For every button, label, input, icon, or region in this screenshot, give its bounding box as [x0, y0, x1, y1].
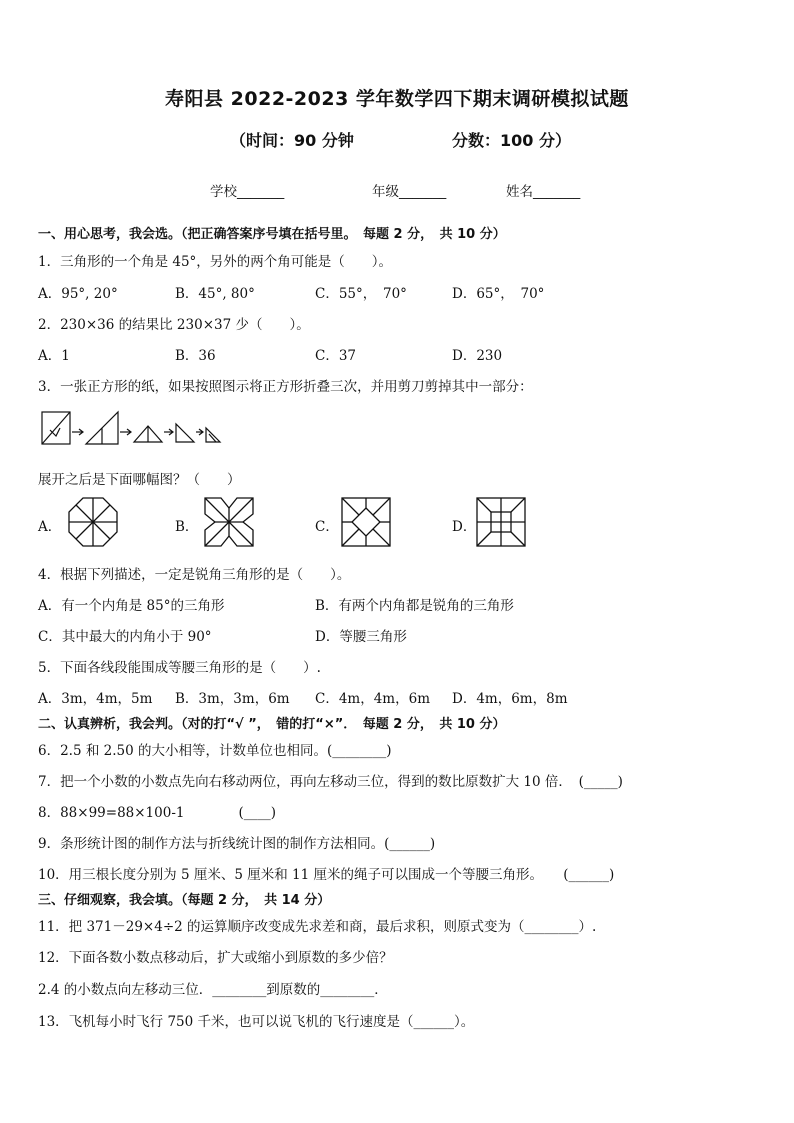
q3-option-b-figure: [203, 496, 255, 548]
question-10[interactable]: 10．用三根长度分别为 5 厘米、5 厘米和 11 厘米的绳子可以围成一个等腰三角形。 (______): [38, 867, 615, 883]
question-2: 2．230×36 的结果比 230×37 少（ ）。: [38, 317, 310, 333]
q3-option-c[interactable]: C．: [315, 519, 339, 535]
question-3-prompt: 展开之后是下面哪幅图？（ ）: [38, 472, 241, 488]
section-1-heading: 一、用心思考，我会选。（把正确答案序号填在括号里。 每题 2 分， 共 10 分）: [38, 227, 506, 242]
question-3: 3．一张正方形的纸，如果按照图示将正方形折叠三次，并用剪刀剪掉其中一部分：: [38, 379, 533, 395]
question-12: 12．下面各数小数点移动后，扩大或缩小到原数的多少倍？: [38, 950, 393, 966]
q5-option-d[interactable]: D．4m，6m，8m: [452, 691, 568, 707]
q1-option-d[interactable]: D．65°， 70°: [452, 286, 545, 302]
q2-option-b[interactable]: B．36: [175, 348, 216, 364]
q3-option-a[interactable]: A．: [38, 519, 62, 535]
q3-option-d[interactable]: D．: [452, 519, 477, 535]
q4-option-c[interactable]: C．其中最大的内角小于 90°: [38, 629, 212, 645]
question-6[interactable]: 6．2.5 和 2.50 的大小相等，计数单位也相同。(________): [38, 743, 392, 759]
question-1: 1．三角形的一个角是 45°，另外的两个角可能是（ ）。: [38, 254, 393, 270]
q3-option-c-figure: [340, 496, 392, 548]
name-field[interactable]: 姓名_______: [506, 184, 581, 200]
q2-option-a[interactable]: A．1: [38, 348, 70, 364]
school-field[interactable]: 学校_______: [210, 184, 285, 200]
q3-option-b[interactable]: B．: [175, 519, 199, 535]
q3-option-d-figure: [475, 496, 527, 548]
question-7[interactable]: 7．把一个小数的小数点先向右移动两位，再向左移动三位，得到的数比原数扩大 10 倍． (_____): [38, 774, 623, 790]
section-2-heading: 二、认真辨析，我会判。（对的打“√ ”， 错的打“×”． 每题 2 分， 共 10 分）: [38, 717, 506, 732]
question-5: 5．下面各线段能围成等腰三角形的是（ ）.: [38, 660, 321, 676]
q2-option-c[interactable]: C．37: [315, 348, 357, 364]
exam-score: 分数：100 分）: [452, 131, 571, 150]
q3-option-a-figure: [67, 496, 119, 548]
question-9[interactable]: 9．条形统计图的制作方法与折线统计图的制作方法相同。(______): [38, 836, 436, 852]
page-title: 寿阳县 2022-2023 学年数学四下期末调研模拟试题: [165, 88, 629, 110]
q1-option-b[interactable]: B．45°, 80°: [175, 286, 255, 302]
q5-option-a[interactable]: A．3m，4m，5m: [38, 691, 153, 707]
q4-option-d[interactable]: D．等腰三角形: [315, 629, 407, 645]
q1-option-c[interactable]: C．55°， 70°: [315, 286, 407, 302]
exam-time: （时间：90 分钟: [230, 131, 354, 150]
q1-option-a[interactable]: A．95°, 20°: [38, 286, 118, 302]
question-4: 4．根据下列描述，一定是锐角三角形的是（ ）。: [38, 567, 351, 583]
question-12-item[interactable]: 2.4 的小数点向左移动三位．________到原数的________．: [38, 982, 388, 998]
q4-option-a[interactable]: A．有一个内角是 85°的三角形: [38, 598, 225, 614]
question-8[interactable]: 8．88×99=88×100-1 (____): [38, 805, 277, 821]
q5-option-c[interactable]: C．4m，4m，6m: [315, 691, 431, 707]
question-11[interactable]: 11．把 371－29×4÷2 的运算顺序改变成先求差和商，最后求积，则原式变为（________）.: [38, 919, 597, 935]
q4-option-b[interactable]: B．有两个内角都是锐角的三角形: [315, 598, 514, 614]
grade-field[interactable]: 年级_______: [372, 184, 447, 200]
section-3-heading: 三、仔细观察，我会填。（每题 2 分， 共 14 分）: [38, 893, 331, 908]
question-13[interactable]: 13．飞机每小时飞行 750 千米，也可以说飞机的飞行速度是（______）。: [38, 1014, 475, 1030]
folding-sequence-figure: [38, 408, 223, 450]
q2-option-d[interactable]: D．230: [452, 348, 503, 364]
q5-option-b[interactable]: B．3m，3m，6m: [175, 691, 290, 707]
